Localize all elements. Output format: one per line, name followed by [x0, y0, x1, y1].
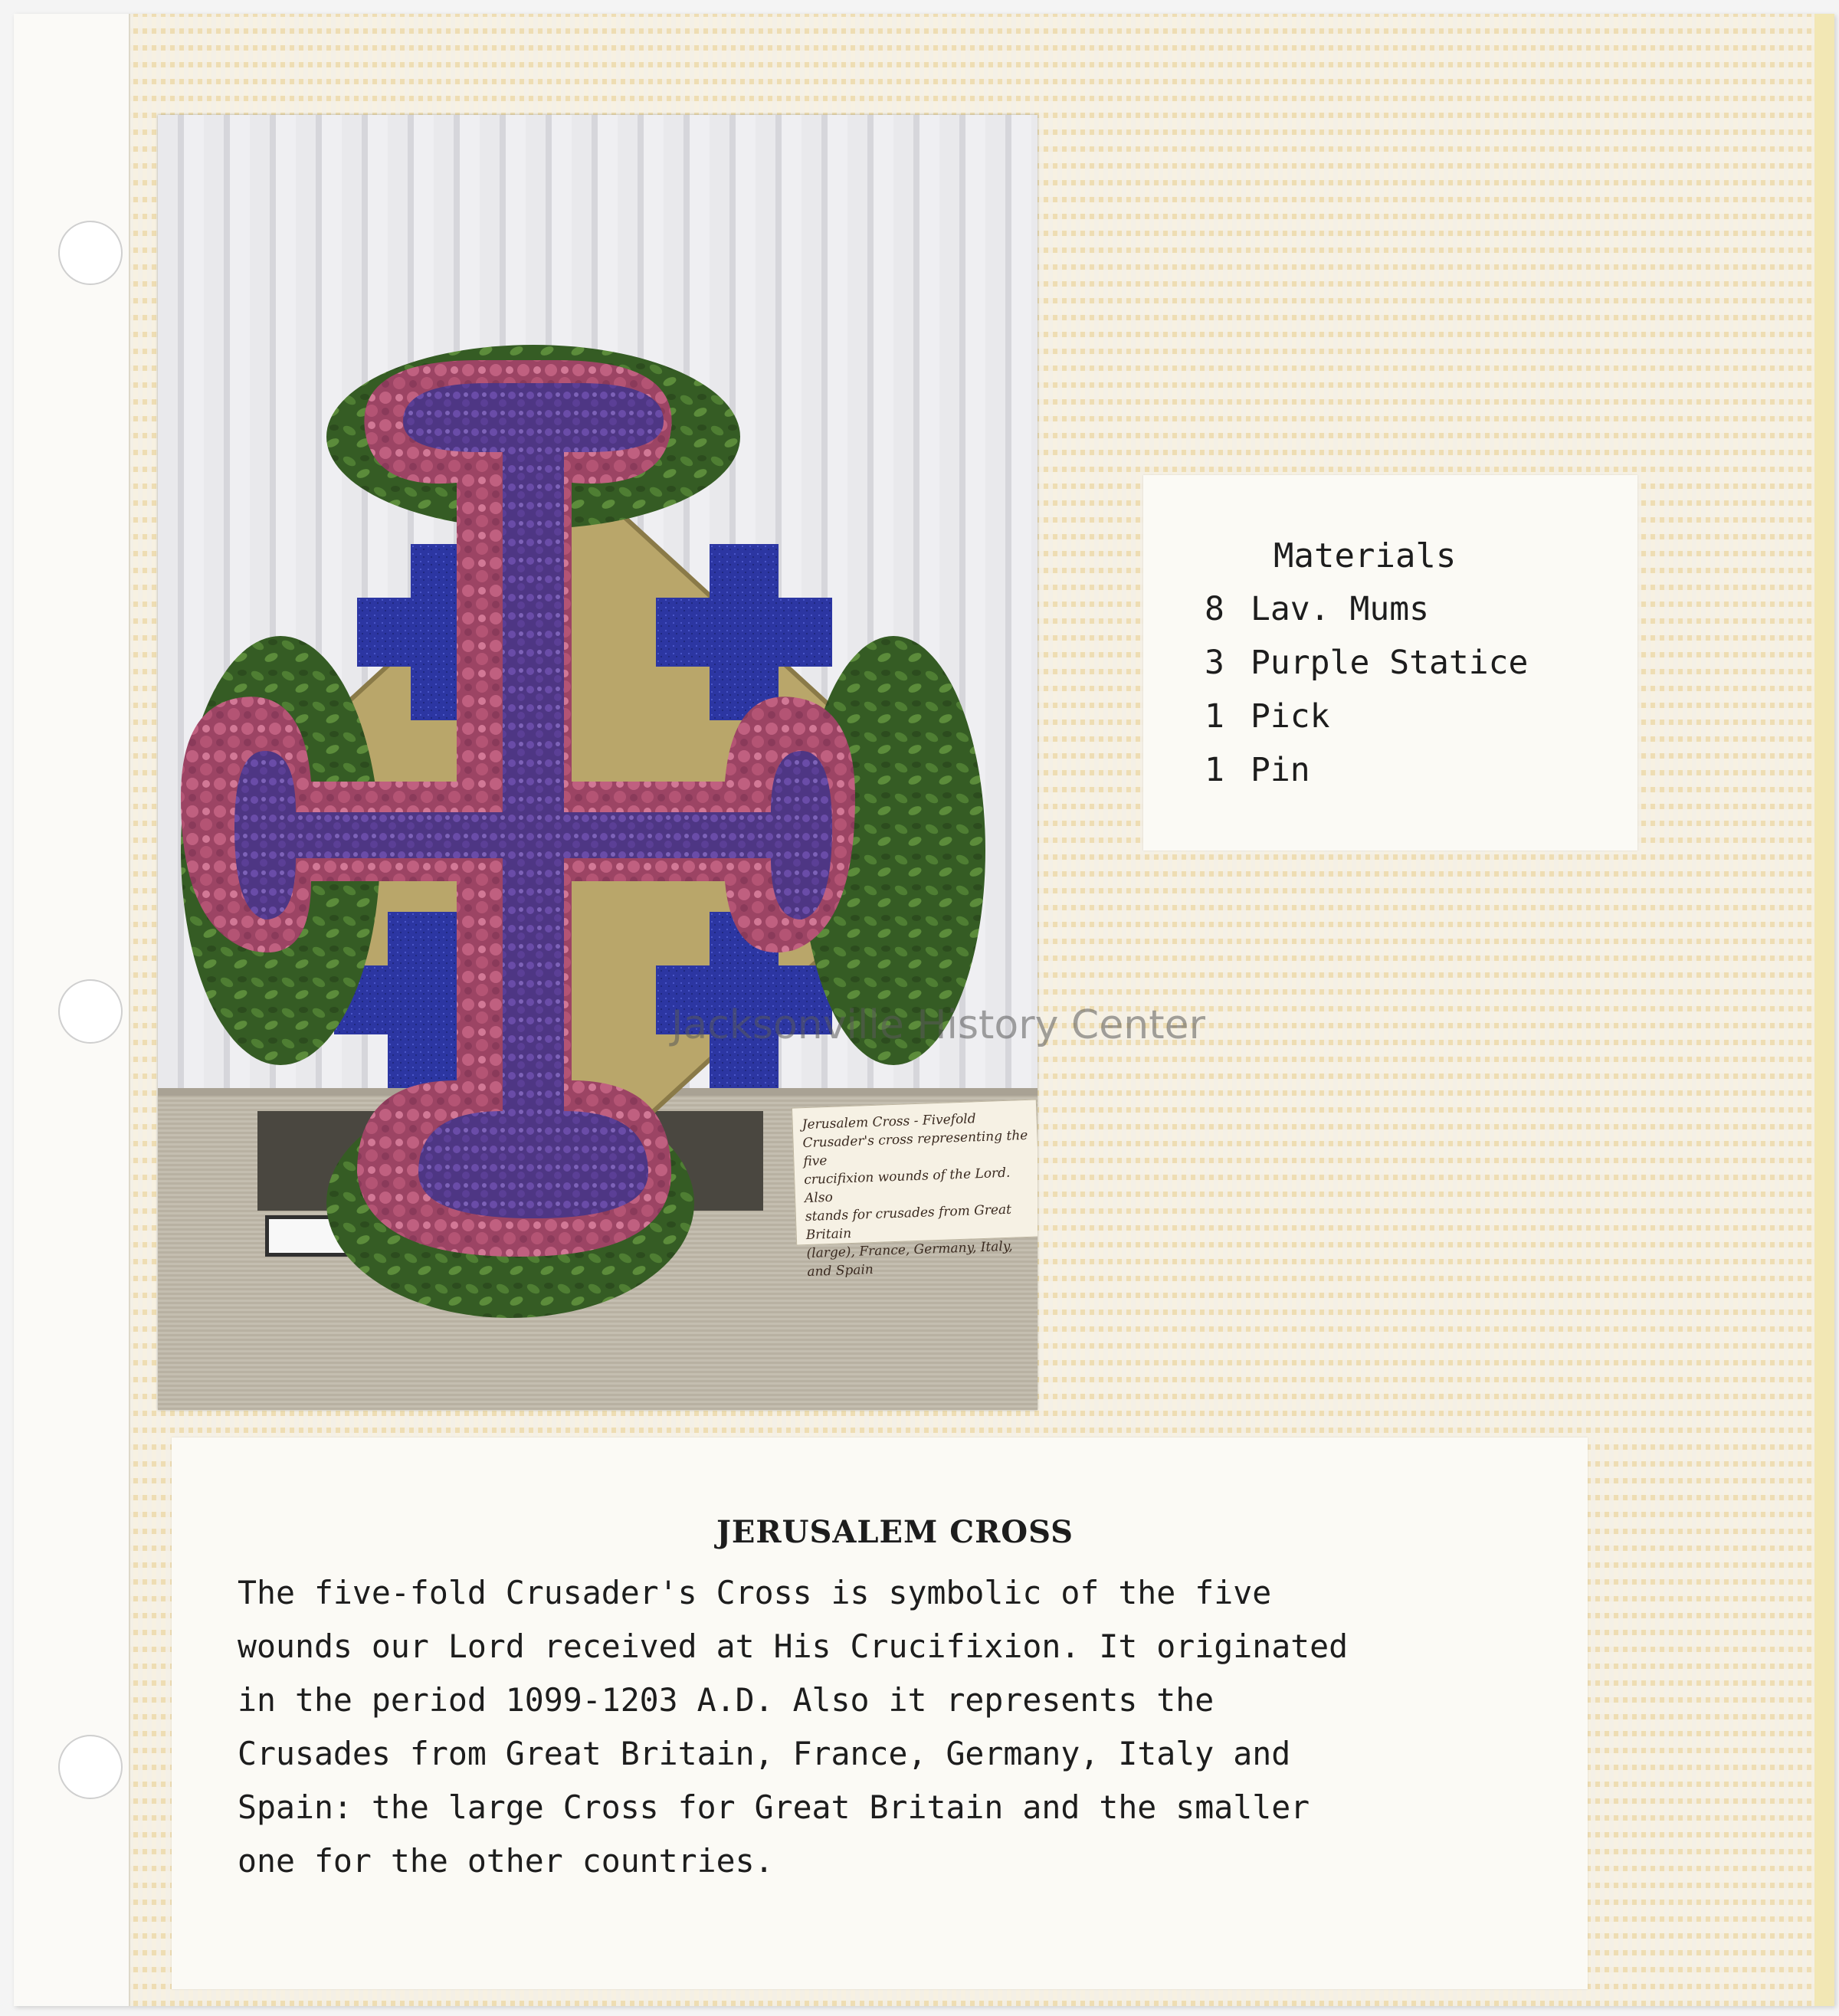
- materials-item: [1205, 582, 1528, 636]
- materials-item: [1205, 636, 1528, 690]
- placard-line: (large), France, Germany, Italy, and Spain: [806, 1238, 1013, 1280]
- item-quantity: 1: [1205, 697, 1224, 736]
- binder-hole: [58, 979, 123, 1044]
- item-name: Purple Statice: [1251, 644, 1529, 682]
- item-quantity: 3: [1205, 644, 1224, 682]
- item-quantity: 8: [1205, 590, 1224, 628]
- floral-cross-illustration: [158, 115, 1038, 1410]
- watermark: Jacksonville History Center: [671, 1002, 1205, 1048]
- item-name: Lav. Mums: [1251, 590, 1429, 628]
- materials-item: [1205, 743, 1528, 797]
- materials-item: [1205, 690, 1528, 743]
- binder-margin: [14, 14, 130, 2006]
- arrangement-photo: [158, 115, 1038, 1410]
- description-body: The five-fold Crusader's Cross is symbolic of the five wounds our Lord received at His Crucifixion. It originated in the period 1099-1203 A.D. Also it represents the Crusades from Great Britain, France, Germany, Italy and Spain: the large Cross for Great Britain and the smaller one for the other countries.: [238, 1574, 1349, 1880]
- scrapbook-page: [14, 14, 1834, 2006]
- placard-line: Jerusalem Cross - Fivefold: [801, 1111, 976, 1133]
- description-title: JERUSALEM CROSS: [716, 1514, 1074, 1550]
- item-name: Pick: [1251, 697, 1330, 736]
- materials-title: Materials: [1274, 536, 1457, 575]
- materials-list: [1205, 582, 1528, 797]
- item-name: Pin: [1251, 751, 1310, 789]
- binder-hole: [58, 221, 123, 285]
- description-label: [172, 1437, 1588, 1989]
- placard-line: crucifixion wounds of the Lord. Also: [803, 1165, 1011, 1207]
- placard-line: Crusader's cross representing the five: [802, 1127, 1028, 1170]
- materials-label: [1143, 475, 1637, 851]
- placard-line: stands for crusades from Great Britain: [805, 1201, 1012, 1244]
- item-quantity: 1: [1205, 751, 1224, 789]
- binder-hole: [58, 1735, 123, 1799]
